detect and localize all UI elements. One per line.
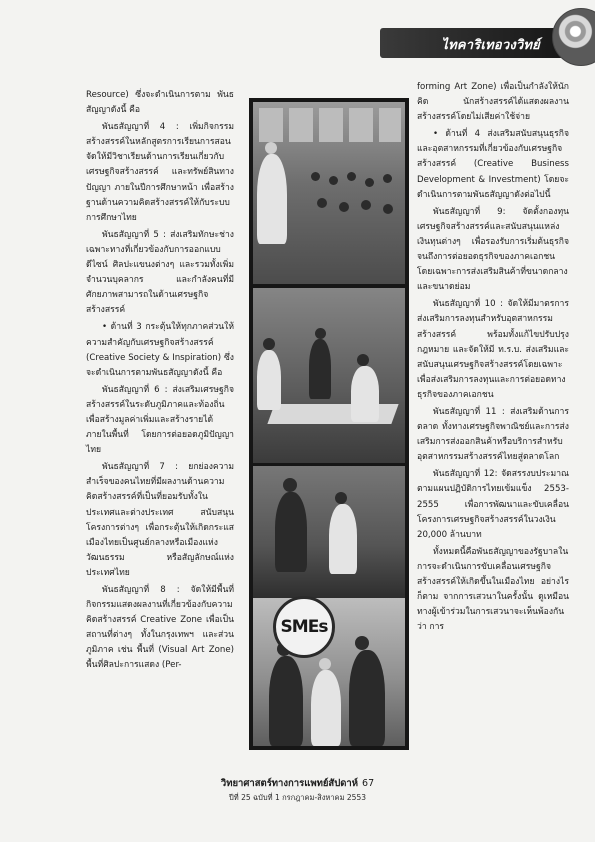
issue-line: ปีที่ 25 ฉบับที่ 1 กรกฎาคม-สิงหาคม 2553 — [229, 793, 366, 802]
photo-strip — [249, 98, 409, 750]
paragraph: พันธสัญญาที่ 10 : จัดให้มีมาตรการส่งเสริมการลงทุนสำหรับอุตสาหกรรมสร้างสรรค์ พร้อมทั้งแก้ไขปรับปรุงกฎหมาย และจัดให้มี ท.ร.บ. ส่งเสริมและสนับสนุนเศรษฐกิจสร้างสรรค์โดยเฉพาะเพื่อส่งเสริมการลงทุนและการต่อยอดทางธุรกิจของภาคเอกชน — [417, 299, 569, 400]
paragraph: พันธสัญญาที่ 9: จัดตั้งกองทุนเศรษฐกิจสร้างสรรค์และสนับสนุนแหล่งเงินทุนต่างๆ เพื่อรองรับการเริ่มต้นธุรกิจจนถึงการต่อยอดธุรกิจของภาคเอกชน โดยเฉพาะการส่งเสริมสินค้าที่ขนาดกลางและขนาดย่อม — [417, 206, 569, 293]
page-number: 67 — [362, 778, 375, 789]
section-title: ไทคาริเทอวงวิทย์ — [441, 38, 540, 53]
paragraph: พันธสัญญาที่ 11 : ส่งเสริมด้านการตลาด ทั้งทางเศรษฐกิจพาณิชย์และการส่งเสริมการส่งออกสินค้าหรือบริการสำหรับอุตสาหกรรมสร้างสรรค์ไทยสู่ตลาดโลก — [417, 406, 569, 463]
photo-seminar-audience — [253, 102, 405, 284]
paragraph: พันธสัญญาที่ 7 : ยกย่องความสำเร็จของคนไทยที่มีผลงานด้านความคิดสร้างสรรค์ที่เป็นที่ยอมรับทั้งในประเทศและต่างประเทศ สนับสนุนโครงการต่างๆ เพื่อกระตุ้นให้เกิดกระแสเมืองไทยเป็นศูนย์กลางหรือเมืองแห่งวัฒนธรรม หรือสัญลักษณ์แห่งประเทศไทย — [86, 462, 234, 578]
smes-logo: SMEs — [273, 596, 335, 658]
paragraph: Resource) ซึ่งจะดำเนินการตาม พันธสัญญาดังนี้ คือ — [86, 90, 234, 116]
photo-conversation — [253, 466, 405, 598]
left-text-column — [86, 88, 234, 676]
section-header-bar — [380, 28, 570, 58]
paragraph: • ด้านที่ 3 กระตุ้นให้ทุกภาคส่วนให้ความสำคัญกับเศรษฐกิจสร้างสรรค์ (Creative Society & Inspiration) ซึ่งจะดำเนินการตามพันธสัญญาดังนี้ คือ — [86, 322, 234, 378]
paragraph: • ด้านที่ 4 ส่งเสริมสนับสนุนธุรกิจและอุตสาหกรรมที่เกี่ยวข้องกับเศรษฐกิจสร้างสรรค์ (Creative Business Development & Investment) โดยจะดำเนินการตามพันธสัญญาดังต่อไปนี้ — [417, 129, 569, 200]
right-text-column — [417, 80, 569, 637]
footer-title-line — [0, 776, 595, 791]
paragraph: พันธสัญญาที่ 5 : ส่งเสริมทักษะช่างเฉพาะทางที่เกี่ยวข้องกับการออกแบบดีไซน์ ศิลปะแขนงต่างๆ และรวมทั้งเพิ่มจำนวนบุคลากร และกำลังคนที่มีศักยภาพสามารถในด้านเศรษฐกิจสร้างสรรค์ — [86, 229, 234, 316]
paragraph: forming Art Zone) เพื่อเป็นกำลังให้นักคิด นักสร้างสรรค์ได้แสดงผลงานสร้างสรรค์โดยไม่เสียค่าใช้จ่าย — [417, 82, 569, 123]
paragraph: พันธสัญญาที่ 12: จัดสรรงบประมาณตามแผนปฏิบัติการไทยเข้มแข็ง 2553-2555 เพื่อการพัฒนาและขับเคลื่อนโครงการเศรษฐกิจสร้างสรรค์ในวงเงิน 20,000 ล้านบาท — [417, 469, 569, 540]
magazine-title: วิทยาศาสตร์ทางการแพทย์สัปดาห์ — [220, 778, 359, 789]
paragraph: พันธสัญญาที่ 6 : ส่งเสริมเศรษฐกิจสร้างสรรค์ในระดับภูมิภาคและท้องถิ่น เพื่อสร้างมูลค่าเพิ่มและสร้างรายได้ภายในพื้นที่ โดยการต่อยอดภูมิปัญญาไทย — [86, 384, 234, 456]
paragraph: ทั้งหมดนี้คือพันธสัญญาของรัฐบาลในการจะดำเนินการขับเคลื่อนเศรษฐกิจสร้างสรรค์ให้เกิดขึ้นในเมืองไทย อย่างไรก็ตาม จากการเสวนาในครั้งนั้น ดูเหมือนทางผู้เข้าร่วมในการเสวนาจะเห็นพ้องกันว่า การ — [417, 546, 569, 633]
paragraph: พันธสัญญาที่ 8 : จัดให้มีพื้นที่กิจกรรมแสดงผลงานที่เกี่ยวข้องกับความคิดสร้างสรรค์ Creative Zone เพื่อเป็นสถานที่ต่างๆ ทั้งในกรุงเทพฯ และส่วนภูมิภาค เช่น พื้นที่ (Visual Art Zone) พื้นที่ศิลปะการแสดง (Per- — [86, 585, 234, 671]
photo-discussion-table — [253, 288, 405, 463]
paragraph: พันธสัญญาที่ 4 : เพิ่มกิจกรรมสร้างสรรค์ในหลักสูตรการเรียนการสอน จัดให้มีวิชาเรียนด้านการเรียนเกี่ยวกับเศรษฐกิจสร้างสรรค์ และทรัพย์สินทางปัญญา ภายในปีการศึกษาหน้า เพื่อสร้างฐานด้านความคิดสร้างสรรค์ให้กับระบบการศึกษาไทย — [86, 122, 234, 223]
